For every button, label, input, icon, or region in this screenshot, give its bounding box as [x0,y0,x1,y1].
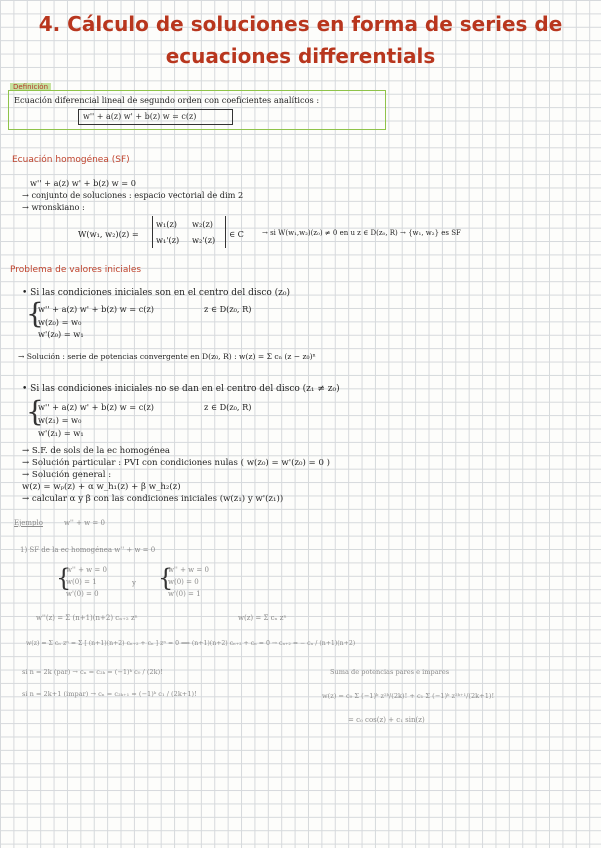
definition-formula: w'' + a(z) w' + b(z) w = c(z) [78,109,233,125]
ivp-step-4: w(z) = wₚ(z) + α w_h₁(z) + β w_h₂(z) [22,482,181,492]
ivp-step-3: → Solución general : [22,470,112,480]
wronskian-m21: w₁'(z) [156,235,180,245]
wronskian-lhs: W(w₁, w₂)(z) = [78,229,139,239]
wronskian-m12: w₂(z) [192,219,213,229]
example-system-a-c1: w(0) = 1 [66,578,97,586]
ivp-system-1-eq: w'' + a(z) w' + b(z) w = c(z) [38,304,154,314]
example-w-series: w(z) = c₀ Σ (−1)ᵏ z²ᵏ/(2k)! + c₁ Σ (−1)ᵏ z²ᵏ⁺¹/(2k+1)! [322,692,495,700]
ivp-system-2-domain: z ∈ D(z₀, R) [204,402,252,412]
page-title-line-1: 4. Cálculo de soluciones en forma de series de [38,12,563,36]
ivp-solution-series: → Solución : serie de potencias convergente en D(z₀, R) : w(z) = Σ cₙ (z − z₀)ⁿ [18,352,316,361]
ivp-case-off-center: • Si las condiciones iniciales no se dan en el centro del disco (z₁ ≠ z₀) [22,384,340,394]
example-tag: Ejemplo [14,519,43,527]
ivp-system-1-c2: w'(z₀) = w₁ [38,329,84,339]
example-series-second-derivative: w''(z) = Σ (n+1)(n+2) cₙ₊₂ zⁿ [36,614,138,622]
homogeneous-item-vector-space: → conjunto de soluciones : espacio vectorial de dim 2 [22,190,244,200]
wronskian-in-c: ∈ C [229,229,244,239]
ivp-system-2-c2: w'(z₁) = w₁ [38,428,84,438]
example-sum-note: Suma de potencias pares e impares [330,668,450,676]
ivp-system-1-domain: z ∈ D(z₀, R) [204,304,252,314]
wronskian-m11: w₁(z) [156,219,177,229]
ivp-system-2-c1: w(z₁) = w₀ [38,415,82,425]
ivp-step-1: → S.F. de sols de la ec homogénea [22,446,171,456]
page-title-line-2: ecuaciones differentials [165,44,436,68]
ivp-step-5: → calcular α y β con las condiciones iniciales (w(z₁) y w'(z₁)) [22,494,284,504]
example-system-a-c2: w'(0) = 0 [66,590,99,598]
example-system-b-eq: w'' + w = 0 [168,566,209,574]
ivp-heading: Problema de valores iniciales [10,265,142,275]
ivp-system-1-brace: { [26,297,44,330]
example-final-result: = c₀ cos(z) + c₁ sin(z) [348,716,425,724]
homogeneous-equation: w'' + a(z) w' + b(z) w = 0 [30,178,136,188]
ivp-system-2-brace: { [26,395,44,428]
example-system-a-brace: { [56,564,72,592]
example-system-b-brace: { [158,564,174,592]
ivp-system-1-c1: w(z₀) = w₀ [38,317,82,327]
example-step-1: 1) SF de la ec homogénea w'' + w = 0 [20,546,156,554]
example-system-a-eq: w'' + w = 0 [66,566,107,574]
homogeneous-item-wronskian: → wronskiano : [22,202,85,212]
example-system-b-c2: w'(0) = 1 [168,590,201,598]
example-even-case: si n = 2k (par) → cₙ = c₂ₖ = (−1)ᵏ c₀ / (2k)! [22,668,163,676]
homogeneous-heading: Ecuación homogénea (SF) [12,155,130,165]
ivp-case-center: • Si las condiciones iniciales son en el centro del disco (z₀) [22,288,291,298]
example-and: y [132,579,136,587]
example-recurrence: w(z) = Σ cₙ zⁿ = Σ [ (n+1)(n+2) cₙ₊₂ + cₙ ] zⁿ = 0 ⟹ (n+1)(n+2) cₙ₊₂ + cₙ = 0 → cₙ₊₂ = − cₙ / (n+1)(n+2) [26,640,356,647]
wronskian-m22: w₂'(z) [192,235,216,245]
example-series-w: w(z) = Σ cₙ zⁿ [238,614,287,622]
example-system-b-c1: w(0) = 0 [168,578,199,586]
wronskian-condition: → si W(w₁,w₂)(z₀) ≠ 0 en u z ∈ D(z₀, R) → {w₁, w₂} es SF [262,229,461,237]
ivp-step-2: → Solución particular : PVI con condiciones nulas ( w(z₀) = w'(z₀) = 0 ) [22,458,331,468]
definition-text: Ecuación diferencial lineal de segundo orden con coeficientes analíticos : [14,95,320,105]
example-equation: w'' + w = 0 [64,519,105,527]
ivp-system-2-eq: w'' + a(z) w' + b(z) w = c(z) [38,402,154,412]
example-odd-case: si n = 2k+1 (impar) → cₙ = c₂ₖ₊₁ = (−1)ᵏ c₁ / (2k+1)! [22,690,197,698]
definition-tag: Definición [10,83,51,91]
